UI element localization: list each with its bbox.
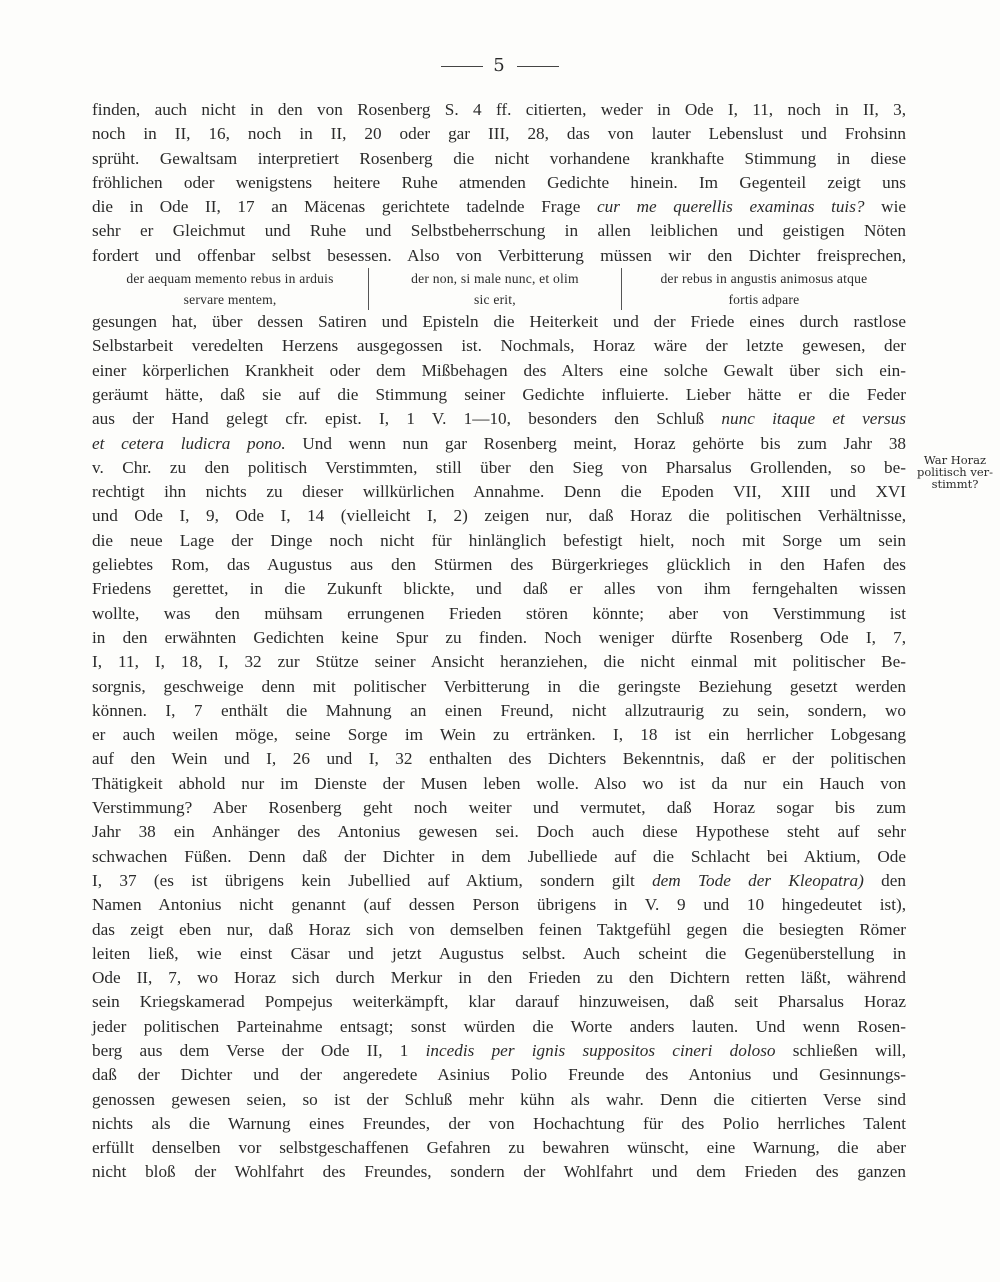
text-line: Jahr 38 ein Anhänger des Antonius gewesen sei. Doch auch diese Hypothese steht auf sehr: [92, 822, 906, 842]
text-line: geräumt hätte, daß sie auf die Stimmung seiner Gedichte influierte. Lieber hätte er die Feder: [92, 384, 906, 404]
page-number: 5: [493, 55, 507, 76]
text-line: erfüllt denselben vor selbstgeschaffenen Gefahren zu bewahren wünscht, eine Warnung, die aber: [92, 1138, 906, 1158]
quote-columns: [92, 268, 906, 310]
text-line: finden, auch nicht in den von Rosenberg S. 4 ff. citierten, weder in Ode I, 11, noch in II, 3,: [92, 100, 906, 119]
text-line: et cetera ludicra pono. Und wenn nun gar Rosenberg meint, Horaz gehörte bis zum Jahr 38: [92, 433, 907, 453]
page-header: [0, 55, 1000, 76]
quote-column: der rebus in angustis animosus atque fortis adpare: [660, 271, 868, 308]
text-line: nichts als die Warnung eines Freundes, der von Hochachtung für des Polio herrliches Talent: [92, 1113, 906, 1133]
text-line: sehr er Gleichmut und Ruhe und Selbstbeherrschung in allen leiblichen und geistigen Nöten: [92, 221, 906, 241]
text-line: einer körperlichen Krankheit oder dem Mißbehagen des Alters eine solche Gewalt über sich ein-: [92, 360, 906, 380]
text-line: leiten ließ, wie einst Cäsar und jetzt Augustus selbst. Auch scheint die Gegenüberstellung in: [92, 943, 906, 963]
quote-column: der aequam memento rebus in arduis servare mentem,: [92, 268, 369, 310]
text-line: sorgnis, geschweige denn mit politischer Verbitterung in die geringste Beziehung gesetzt werden: [92, 676, 906, 696]
text-line: gesungen hat, über dessen Satiren und Episteln die Heiterkeit und der Friede eines durch rastlose: [92, 312, 906, 332]
text-line: Ode II, 7, wo Horaz sich durch Merkur in den Frieden zu den Dichtern retten läßt, während: [92, 968, 906, 988]
latin-quote: cur me querellis examinas tuis?: [597, 197, 865, 217]
text-line: genossen gewesen seien, so ist der Schluß mehr kühn als wahr. Denn die citierten Verse sind: [92, 1089, 906, 1109]
text-line: I, 11, I, 18, I, 32 zur Stütze seiner Ansicht heranziehen, die nicht einmal mit politischer Be-: [92, 652, 906, 672]
text-line: fordert und offenbar selbst besessen. Also von Verbitterung müssen wir den Dichter freisprechen,: [92, 245, 906, 265]
latin-quote: et cetera ludicra pono.: [92, 433, 286, 453]
text-line: das zeigt eben nur, daß Horaz sich von demselben feinen Taktgefühl gegen die besiegten Römer: [92, 919, 906, 939]
text-line: sein Kriegskamerad Pompejus weiterkämpft, klar darauf hinzuweisen, daß seit Pharsalus Horaz: [92, 992, 906, 1012]
text-line: nicht bloß der Wohlfahrt des Freundes, sondern der Wohlfahrt und dem Frieden des ganzen: [92, 1162, 906, 1182]
text-line: sprüht. Gewaltsam interpretiert Rosenberg die nicht vorhandene krankhafte Stimmung in diese: [92, 148, 906, 168]
header-rule-left: [441, 66, 483, 67]
body-text: [92, 98, 906, 1185]
text-line: in den erwähnten Gedichten keine Spur zu finden. Noch weniger dürfte Rosenberg Ode I, 7,: [92, 627, 906, 647]
text-line: Verstimmung? Aber Rosenberg geht noch weiter und vermutet, daß Horaz sogar bis zum: [92, 798, 906, 818]
text-line: schwachen Füßen. Denn daß der Dichter in dem Jubelliede auf die Schlacht bei Aktium, Ode: [92, 846, 906, 866]
latin-quote: incedis per ignis suppositos cineri doloso: [425, 1040, 776, 1060]
text-line: noch in II, 16, noch in II, 20 oder gar III, 28, das von lauter Lebenslust und Frohsinn: [92, 124, 906, 144]
text-line: Namen Antonius nicht genannt (auf dessen Person übrigens in V. 9 und 10 hingedeutet ist),: [92, 895, 906, 915]
text-line: rechtigt ihn nichts zu dieser willkürlichen Annahme. Denn die Epoden VII, XIII und XVI: [92, 482, 906, 502]
text-line: aus der Hand gelegt cfr. epist. I, 1 V. 1—10, besonders den Schluß nunc itaque et versus: [92, 409, 906, 429]
latin-quote: nunc itaque et versus: [721, 409, 906, 429]
text-line: daß der Dichter und der angeredete Asinius Polio Freunde des Antonius und Gesinnungs-: [92, 1065, 906, 1085]
text-line: I, 37 (es ist übrigens kein Jubellied auf Aktium, sondern gilt dem Tode der Kleopatra) den: [92, 870, 906, 890]
text-line: Thätigkeit abhold nur im Dienste der Musen leben wolle. Also wo ist da nur ein Hauch von: [92, 773, 906, 793]
text-line: fröhlichen oder wenigstens heitere Ruhe atmenden Gedichte hinein. Im Gegenteil zeigt uns: [92, 172, 906, 192]
text-line: Friedens gerettet, in die Zukunft blickte, und daß er alles von ihm ferngehalten wissen: [92, 579, 906, 599]
text-line: er auch weilen möge, seine Sorge im Wein zu ertränken. I, 18 ist ein herrlicher Lobgesang: [92, 725, 906, 745]
text-line: jeder politischen Parteinahme entsagt; sonst würden die Worte anders lauten. Und wenn Rosen-: [92, 1016, 906, 1036]
text-line: und Ode I, 9, Ode I, 14 (vielleicht I, 2) zeigen nur, daß Horaz die politischen Verhältnisse,: [92, 506, 906, 526]
text-line: berg aus dem Verse der Ode II, 1 incedis per ignis suppositos cineri doloso schließen will,: [92, 1040, 906, 1060]
header-rule-right: [517, 66, 559, 67]
text-line: Selbstarbeit veredelten Herzens ausgegossen ist. Nochmals, Horaz wäre der letzte gewesen, der: [92, 336, 906, 356]
text-line: wollte, was den mühsam errungenen Frieden stören könnte; aber von Verstimmung ist: [92, 603, 906, 623]
latin-quote: dem Tode der Kleopatra): [652, 870, 864, 890]
text-line: können. I, 7 enthält die Mahnung an einen Freund, nicht allzutraurig zu sein, sondern, wo: [92, 700, 906, 720]
text-line: die neue Lage der Dinge noch nicht für hinlänglich befestigt hielt, noch mit Sorge um sein: [92, 530, 906, 550]
text-line: v. Chr. zu den politisch Verstimmten, still über den Sieg von Pharsalus Grollenden, so be-: [92, 457, 906, 477]
margin-note: War Horaz politisch ver- stimmt?: [916, 453, 994, 491]
quote-column: der non, si male nunc, et olim sic erit,: [369, 268, 622, 310]
text-line: die in Ode II, 17 an Mäcenas gerichtete tadelnde Frage cur me querellis examinas tuis? wie: [92, 197, 906, 217]
text-line: geliebtes Rom, das Augustus aus den Stürmen des Bürgerkrieges glücklich in den Hafen des: [92, 555, 906, 575]
text-line: auf den Wein und I, 26 und I, 32 enthalten des Dichters Bekenntnis, daß er der politischen: [92, 749, 906, 769]
